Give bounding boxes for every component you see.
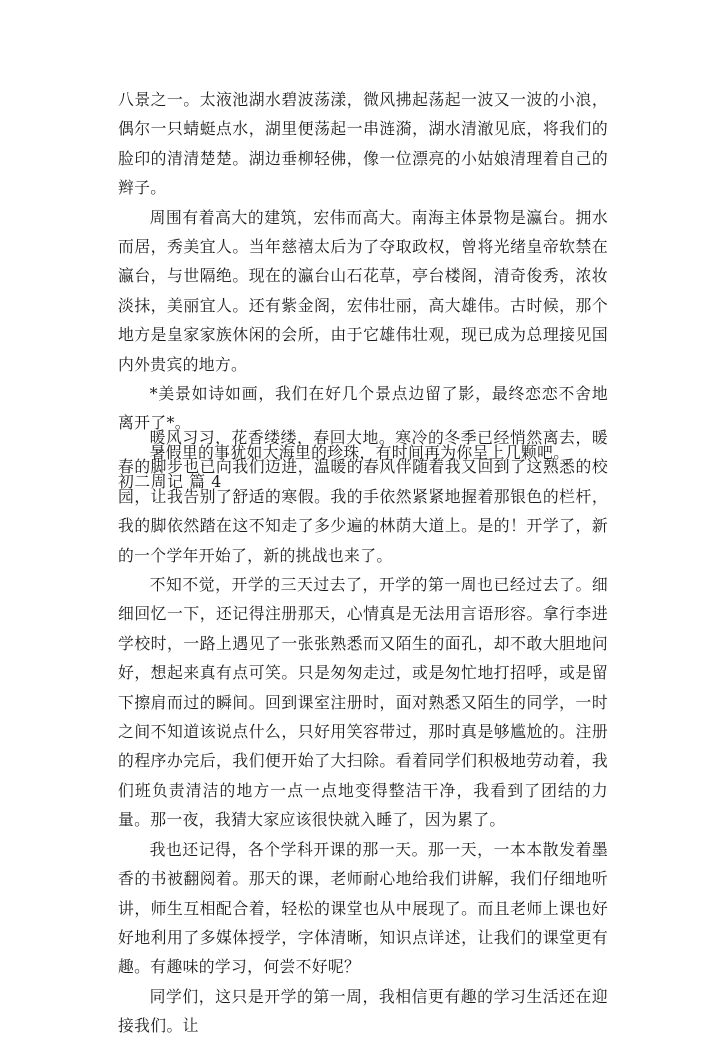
paragraph-photos: *美景如诗如画，我们在好几个景点边留了影，最终恋恋不舍地离开了*。 (118, 384, 608, 433)
paragraph-yingtai: 周围有着高大的建筑，宏伟而高大。南海主体景物是瀛台。拥水而居，秀美宜人。当年慈禧太后为了夺取政权，曾将光绪皇帝软禁在瀛台，与世隔绝。现在的瀛台山石花草，亭台楼阁，清奇俊秀，浓妆淡抹，美丽宜人。还有紫金阁，宏伟壮丽，高大雄伟。古时候，那个地方是皇家家族休闲的会所，由于它雄伟壮观，现已成为总理接见国内外贵宾的地方。 (118, 207, 608, 374)
paragraph-closing: 同学们，这只是开学的第一周，我相信更有趣的学习生活还在迎接我们。让 (118, 986, 608, 1036)
paragraph-first-week: 不知不觉，开学的三天过去了，开学的第一周也已经过去了。细细回忆一下，还记得注册那天，心情真是无法用言语形容。拿行李进学校时，一路上遇见了一张张熟悉而又陌生的面孔，却不敢大胆地问好，想起来真有点可笑。只是匆匆走过，或是匆忙地打招呼，或是留下擦肩而过的瞬间。回到课室注册时，面对熟悉又陌生的同学，一时之间不知道该说点什么，只好用笑容带过，那时真是够尴尬的。注册的程序办完后，我们便开始了大扫除。看着同学们积极地劳动着，我们班负责清洁的地方一点一点地变得整洁干净，我看到了团结的力量。那一夜，我猜大家应该很快就入睡了，因为累了。 (118, 575, 608, 830)
text-section-bottom (118, 423, 608, 1041)
paragraph-spring-return: 暖风习习，花香缕缕，春回大地。寒冷的冬季已经悄然离去，暖春的脚步也已向我们迈进，温暖的春风伴随着我又回到了这熟悉的校园，让我告别了舒适的寒假。我的手依然紧紧地握着那银色的栏杆，我的脚依然踏在这不知走了多少遍的林荫大道上。是的！开学了，新的一个学年开始了，新的挑战也来了。 (118, 428, 608, 565)
section-heading: 初二周记 篇 4 (118, 472, 222, 492)
paragraph-continuation: 八景之一。太液池湖水碧波荡漾，微风拂起荡起一波又一波的小浪，偶尔一只蜻蜓点水，湖里便荡起一串涟漪，湖水清澈见底，将我们的脸印的清清楚楚。湖边垂柳轻佛，像一位漂亮的小姑娘清理着自己的辫子。 (118, 90, 608, 198)
paragraph-summer-pearls: 暑假里的事犹如大海里的珍珠，有时间再为你呈上几颗吧。 (149, 442, 570, 462)
paragraph-first-class: 我也还记得，各个学科开课的那一天。那一天，一本本散发着墨香的书被翻阅着。那天的课，老师耐心地给我们讲解，我们仔细地听讲，师生互相配合着，轻松的课堂也从中展现了。而且老师上课也好好地利用了多媒体授学，字体清晰，知识点详述，让我们的课堂更有趣。有趣味的学习，何尝不好呢？ (118, 839, 608, 977)
